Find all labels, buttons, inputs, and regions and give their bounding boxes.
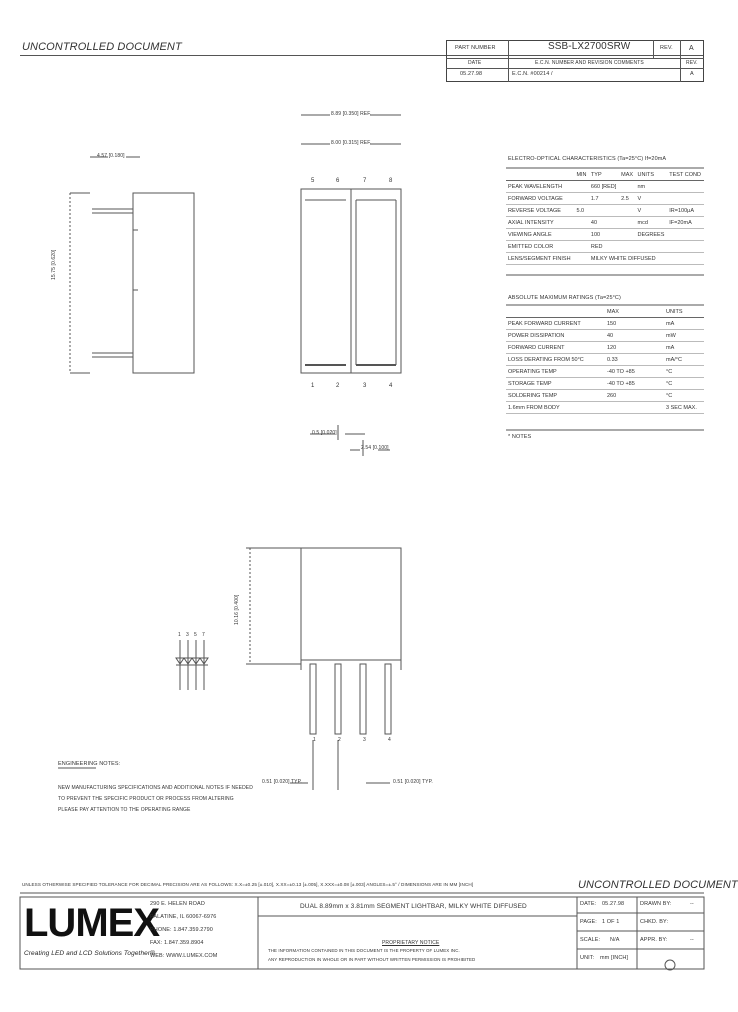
eo-cell — [574, 241, 588, 253]
info-unit-value: mm [INCH] — [600, 955, 629, 961]
front-pin-top-6: 6 — [336, 178, 340, 184]
address-line-3: PHONE: 1.847.359.2790 — [150, 927, 213, 933]
uncontrolled-label-bottom: UNCONTROLLED DOCUMENT — [578, 879, 738, 891]
table-row — [506, 181, 704, 193]
eo-h4: UNITS — [635, 169, 667, 181]
eo-cell: PEAK WAVELENGTH — [506, 181, 574, 193]
eo-cell: 40 — [589, 217, 619, 229]
table-row — [506, 390, 704, 402]
notes-title: ENGINEERING NOTES: — [58, 761, 121, 767]
eo-cell — [619, 181, 635, 193]
eo-cell: 100 — [589, 229, 619, 241]
eo-cell: EMITTED COLOR — [506, 241, 574, 253]
address-line-2: PALATINE, IL 60067-6976 — [150, 914, 217, 920]
table-row — [506, 193, 704, 205]
proprietary-title: PROPRIETARY NOTICE — [382, 940, 440, 946]
eo-cell — [619, 229, 635, 241]
eo-cell — [635, 241, 667, 253]
table-row — [506, 253, 704, 265]
info-appr-value: -- — [690, 937, 694, 943]
info-drawn-value: -- — [690, 901, 694, 907]
history-rev: A — [690, 71, 694, 77]
front-pin-top-7: 7 — [363, 178, 367, 184]
part-number: SSB-LX2700SRW — [548, 41, 631, 52]
lumex-logo: LUMEX — [24, 901, 159, 945]
circuit-label-2: 3 — [186, 632, 189, 638]
eo-cell — [589, 205, 619, 217]
amr-cell: mA/°C — [664, 354, 704, 366]
amr-cell: 150 — [605, 318, 664, 330]
amr-cell: OPERATING TEMP — [506, 366, 605, 378]
eo-cell — [574, 193, 588, 205]
eo-cell — [619, 205, 635, 217]
eo-cell: LENS/SEGMENT FINISH — [506, 253, 574, 265]
eo-cell: 5.0 — [574, 205, 588, 217]
eo-h2: TYP — [589, 169, 619, 181]
eo-cell — [667, 193, 704, 205]
eo-cell — [574, 181, 588, 193]
proprietary-line-1: THE INFORMATION CONTAINED IN THIS DOCUMENT IS THE PROPERTY OF LUMEX INC. — [268, 948, 460, 953]
amr-cell: 0.33 — [605, 354, 664, 366]
eo-table — [506, 169, 704, 265]
bottom-dim-height: 10.16 [0.400] — [234, 594, 240, 625]
eo-cell — [667, 241, 704, 253]
amr-cell: 1.6mm FROM BODY — [506, 402, 605, 414]
bottom-dim-pin-dia: 0.51 [0.020] TYP. — [262, 779, 302, 785]
table-row — [506, 378, 704, 390]
eo-h5: TEST COND — [667, 169, 704, 181]
eo-cell — [667, 229, 704, 241]
eo-cell: REVERSE VOLTAGE — [506, 205, 574, 217]
amr-cell: mA — [664, 342, 704, 354]
info-chkd-label: CHKD. BY: — [640, 919, 669, 925]
address-line-5: WEB: WWW.LUMEX.COM — [150, 953, 218, 959]
eo-table-title: ELECTRO-OPTICAL CHARACTERISTICS (Ta=25°C) If=20mA — [508, 156, 667, 162]
eo-cell: V — [635, 205, 667, 217]
amr-cell: LOSS DERATING FROM 50°C — [506, 354, 605, 366]
eo-cell: DEGREES — [635, 229, 667, 241]
eo-h0 — [506, 169, 574, 181]
info-appr-label: APPR. BY: — [640, 937, 668, 943]
eo-cell: nm — [635, 181, 667, 193]
amr-footnote: * NOTES — [508, 434, 532, 440]
table-row — [506, 342, 704, 354]
table-row — [506, 318, 704, 330]
info-drawn-label: DRAWN BY: — [640, 901, 672, 907]
front-dim-small: 0.5 [0.020] — [312, 430, 337, 436]
table-row — [506, 354, 704, 366]
amr-cell: 120 — [605, 342, 664, 354]
side-dim-width: 4.57 [0.180] — [97, 153, 125, 159]
side-dim-height: 15.75 [0.620] — [51, 249, 57, 280]
amr-cell: STORAGE TEMP — [506, 378, 605, 390]
info-page-label: PAGE: — [580, 919, 597, 925]
front-dim-pitch: 2.54 [0.100] — [361, 445, 389, 451]
notes-line-3: PLEASE PAY ATTENTION TO THE OPERATING RANGE — [58, 807, 191, 813]
front-dim-top-1: 8.89 [0.350] REF. — [331, 111, 372, 117]
amr-cell: -40 TO +85 — [605, 378, 664, 390]
address-line-4: FAX: 1.847.359.8904 — [150, 940, 204, 946]
product-description: DUAL 8.89mm x 3.81mm SEGMENT LIGHTBAR, MILKY WHITE DIFFUSED — [300, 903, 527, 910]
rev-label: REV. — [660, 45, 673, 51]
eo-cell — [574, 229, 588, 241]
amr-h2: UNITS — [664, 306, 704, 318]
amr-cell: -40 TO +85 — [605, 366, 664, 378]
eo-cell — [574, 217, 588, 229]
info-date-label: DATE: — [580, 901, 597, 907]
bottom-pin-1: 1 — [313, 737, 316, 743]
eo-cell: IF=20mA — [667, 217, 704, 229]
amr-cell: PEAK FORWARD CURRENT — [506, 318, 605, 330]
eo-header-row — [506, 169, 704, 181]
circuit-label-3: 5 — [194, 632, 197, 638]
eo-cell — [619, 217, 635, 229]
amr-cell: °C — [664, 366, 704, 378]
notes-line-1: NEW MANUFACTURING SPECIFICATIONS AND ADDITIONAL NOTES IF NEEDED — [58, 785, 253, 791]
amr-cell — [605, 402, 664, 414]
amr-table-title: ABSOLUTE MAXIMUM RATINGS (Ta=25°C) — [508, 295, 621, 301]
front-dim-top-2: 8.00 [0.315] REF. — [331, 140, 372, 146]
front-pin-bottom-2: 2 — [336, 383, 340, 389]
eo-cell — [619, 241, 635, 253]
table-row — [506, 217, 704, 229]
side-view-body — [133, 193, 194, 373]
eo-cell — [574, 253, 588, 265]
rev-col-label: REV. — [686, 60, 698, 66]
table-row — [506, 330, 704, 342]
eo-cell: IR=100μA — [667, 205, 704, 217]
bottom-view-body — [301, 548, 401, 660]
part-number-label: PART NUMBER — [455, 45, 496, 51]
bottom-dim-pin-len: 0.51 [0.020] TYP. — [393, 779, 433, 785]
amr-h0 — [506, 306, 605, 318]
amr-cell: °C — [664, 378, 704, 390]
proprietary-line-2: ANY REPRODUCTION IN WHOLE OR IN PART WITHOUT WRITTEN PERMISSION IS PROHIBITED — [268, 957, 476, 962]
bottom-pin-3: 3 — [363, 737, 366, 743]
eo-h1: MIN — [574, 169, 588, 181]
amr-cell: 260 — [605, 390, 664, 402]
amr-cell: °C — [664, 390, 704, 402]
front-pin-top-8: 8 — [389, 178, 393, 184]
info-scale-value: N/A — [610, 937, 620, 943]
table-row — [506, 366, 704, 378]
eo-cell: VIEWING ANGLE — [506, 229, 574, 241]
front-pin-top-5: 5 — [311, 178, 315, 184]
eo-cell: mcd — [635, 217, 667, 229]
ecn-col-label: E.C.N. NUMBER AND REVISION COMMENTS — [535, 60, 644, 66]
eo-cell: 2.5 — [619, 193, 635, 205]
front-pin-bottom-1: 1 — [311, 383, 315, 389]
bottom-pin-2: 2 — [338, 737, 341, 743]
table-row — [506, 229, 704, 241]
history-ecn: E.C.N. #00214 / — [512, 71, 553, 77]
amr-cell: POWER DISSIPATION — [506, 330, 605, 342]
amr-table — [506, 306, 704, 414]
lumex-tagline: Creating LED and LCD Solutions Together® — [24, 950, 156, 957]
front-pin-bottom-3: 3 — [363, 383, 367, 389]
amr-h1: MAX — [605, 306, 664, 318]
front-pin-bottom-4: 4 — [389, 383, 393, 389]
eo-cell: 1.7 — [589, 193, 619, 205]
history-date: 05.27.98 — [460, 71, 483, 77]
info-date-value: 05.27.98 — [602, 901, 625, 907]
info-page-value: 1 OF 1 — [602, 919, 620, 925]
address-line-1: 290 E. HELEN ROAD — [150, 901, 205, 907]
amr-header-row — [506, 306, 704, 318]
eo-cell: V — [635, 193, 667, 205]
notes-line-2: TO PREVENT THE SPECIFIC PRODUCT OR PROCESS FROM ALTERING — [58, 796, 234, 802]
amr-cell: 40 — [605, 330, 664, 342]
circuit-label-1: 1 — [178, 632, 181, 638]
eo-cell: 660 [RED] — [589, 181, 619, 193]
eo-cell — [667, 181, 704, 193]
amr-cell: mA — [664, 318, 704, 330]
amr-cell: 3 SEC MAX. — [664, 402, 704, 414]
uncontrolled-label-top: UNCONTROLLED DOCUMENT — [22, 41, 182, 53]
info-unit-label: UNIT: — [580, 955, 595, 961]
amr-cell: FORWARD CURRENT — [506, 342, 605, 354]
table-row — [506, 205, 704, 217]
info-scale-label: SCALE: — [580, 937, 601, 943]
table-row — [506, 241, 704, 253]
rev-value: A — [689, 45, 694, 52]
tolerance-text: UNLESS OTHERWISE SPECIFIED TOLERANCE FOR DECIMAL PRECISION ARE AS FOLLOWS: X.X=±0.25 [±.010], X.XX=±0.13 [±.005], X.XXX=±0.08 [±.003] ANGLES=±.5° / DIMENSIONS ARE IN MM [INCH] — [22, 882, 474, 887]
eo-cell: FORWARD VOLTAGE — [506, 193, 574, 205]
eo-cell: AXIAL INTENSITY — [506, 217, 574, 229]
eo-cell: MILKY WHITE DIFFUSED — [589, 253, 704, 265]
circuit-label-4: 7 — [202, 632, 205, 638]
eo-h3: MAX — [619, 169, 635, 181]
eo-cell: RED — [589, 241, 619, 253]
bottom-pin-4: 4 — [388, 737, 391, 743]
date-col-label: DATE — [468, 60, 482, 66]
amr-cell: SOLDERING TEMP — [506, 390, 605, 402]
table-row — [506, 402, 704, 414]
amr-cell: mW — [664, 330, 704, 342]
